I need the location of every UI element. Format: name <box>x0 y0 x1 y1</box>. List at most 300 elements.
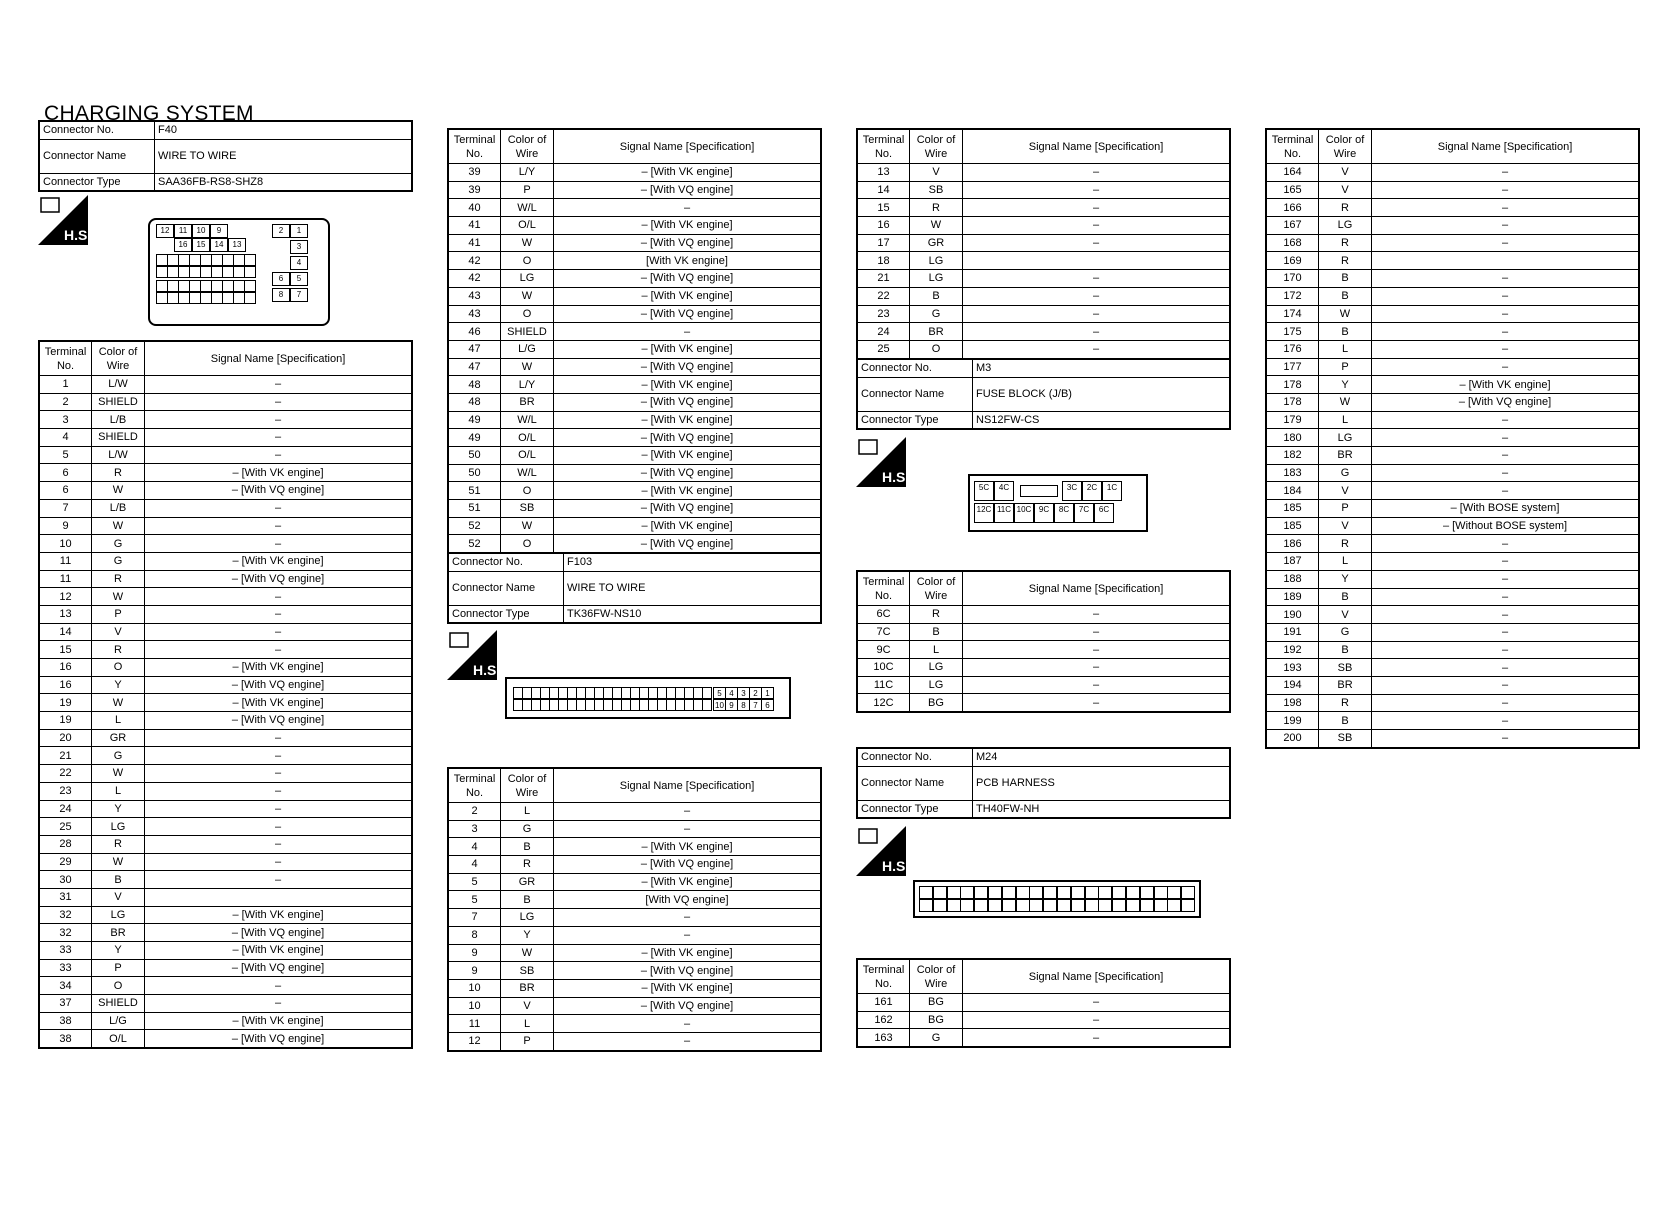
signal-cell: – <box>1372 570 1640 588</box>
pin-cell <box>1029 899 1043 912</box>
pin-table-m3 <box>856 570 1231 713</box>
terminal-cell: 183 <box>1266 464 1319 482</box>
wire-color-cell: R <box>1319 694 1372 712</box>
terminal-cell: 50 <box>448 464 501 482</box>
pin-table-m24-continued <box>1265 128 1640 749</box>
wire-color-cell: LG <box>92 906 145 924</box>
wire-color-cell: V <box>1319 517 1372 535</box>
table-row <box>39 570 412 588</box>
header-color: Color of Wire <box>910 959 963 994</box>
terminal-cell: 43 <box>448 305 501 323</box>
table-row <box>857 305 1230 323</box>
signal-cell: – <box>145 835 413 853</box>
header-signal: Signal Name [Specification] <box>963 959 1231 994</box>
wire-color-cell: L/W <box>92 376 145 394</box>
pin-cell <box>1029 886 1043 899</box>
header-color: Color of Wire <box>501 129 554 164</box>
table-row <box>39 942 412 960</box>
connector-no-label: Connector No. <box>857 359 973 377</box>
terminal-cell: 11 <box>39 570 92 588</box>
signal-cell: – [With VK engine] <box>554 482 822 500</box>
terminal-cell: 175 <box>1266 323 1319 341</box>
terminal-cell: 32 <box>39 924 92 942</box>
terminal-cell: 190 <box>1266 606 1319 624</box>
wire-color-cell: V <box>1319 181 1372 199</box>
terminal-cell: 17 <box>857 234 910 252</box>
pin-cell: 4C <box>994 481 1014 501</box>
wire-color-cell: R <box>1319 199 1372 217</box>
table-row <box>39 588 412 606</box>
wire-color-cell: BR <box>92 924 145 942</box>
terminal-cell: 46 <box>448 323 501 341</box>
pin-cell: 12C <box>974 503 994 523</box>
connector-name-value: PCB HARNESS <box>973 766 1231 800</box>
wire-color-cell: P <box>92 959 145 977</box>
terminal-cell: 3 <box>448 820 501 838</box>
table-row <box>1266 659 1639 677</box>
connector-info-f103 <box>447 552 822 624</box>
table-row <box>39 888 412 906</box>
wire-color-cell: B <box>92 871 145 889</box>
pin-cell <box>1002 886 1016 899</box>
table-row <box>39 747 412 765</box>
table-row <box>857 1011 1230 1029</box>
terminal-cell: 10C <box>857 659 910 677</box>
connector-type-value: SAA36FB-RS8-SHZ8 <box>155 173 413 191</box>
pin-cell <box>933 886 947 899</box>
wire-color-cell: L/Y <box>501 376 554 394</box>
signal-cell: – [With VQ engine] <box>554 429 822 447</box>
pin-cell: 7C <box>1074 503 1094 523</box>
terminal-cell: 43 <box>448 287 501 305</box>
table-row <box>39 605 412 623</box>
signal-cell: – <box>1372 623 1640 641</box>
pin-cell: 16 <box>174 238 192 252</box>
signal-cell: – <box>1372 694 1640 712</box>
signal-cell: [With VQ engine] <box>554 891 822 909</box>
pin-cell <box>1071 899 1085 912</box>
wire-color-cell: L <box>1319 411 1372 429</box>
terminal-cell: 19 <box>39 712 92 730</box>
connector-name-value: FUSE BLOCK (J/B) <box>973 377 1231 411</box>
wire-color-cell: LG <box>501 270 554 288</box>
pin-cell <box>1057 899 1071 912</box>
wire-color-cell: Y <box>1319 376 1372 394</box>
pin-cell <box>933 899 947 912</box>
table-row <box>1266 199 1639 217</box>
table-row <box>448 164 821 182</box>
pin-cell: 3 <box>737 687 750 699</box>
pin-cell: 13 <box>228 238 246 252</box>
table-row <box>448 411 821 429</box>
terminal-cell: 49 <box>448 411 501 429</box>
wire-color-cell: O/L <box>92 1030 145 1048</box>
wire-color-cell: GR <box>910 234 963 252</box>
terminal-cell: 186 <box>1266 535 1319 553</box>
terminal-cell: 185 <box>1266 517 1319 535</box>
signal-cell <box>963 252 1231 270</box>
pin-cell: 14 <box>210 238 228 252</box>
wire-color-cell: W <box>501 517 554 535</box>
connector-info-f103-wrap <box>447 552 822 624</box>
pin-cell <box>1167 886 1181 899</box>
signal-cell <box>145 888 413 906</box>
page-title: CHARGING SYSTEM <box>44 102 254 125</box>
table-row <box>857 641 1230 659</box>
wire-color-cell: G <box>92 552 145 570</box>
connector-info-m24-wrap <box>856 747 1231 819</box>
connector-name-label: Connector Name <box>857 377 973 411</box>
signal-cell: – <box>145 588 413 606</box>
table-row <box>39 482 412 500</box>
wire-color-cell: LG <box>1319 429 1372 447</box>
header-terminal: Terminal No. <box>857 129 910 164</box>
header-signal: Signal Name [Specification] <box>1372 129 1640 164</box>
pin-cell: 4 <box>725 687 738 699</box>
wire-color-cell: L/B <box>92 411 145 429</box>
signal-cell: – <box>554 820 822 838</box>
connector-type-label: Connector Type <box>857 411 973 429</box>
header-terminal: Terminal No. <box>448 129 501 164</box>
pin-cell <box>919 886 933 899</box>
pin-table-f40-wrap <box>38 340 413 1049</box>
connector-diagram-f40 <box>148 218 330 326</box>
terminal-cell: 21 <box>857 270 910 288</box>
pin-cell: 10C <box>1014 503 1034 523</box>
wire-color-cell: SHIELD <box>92 429 145 447</box>
terminal-cell: 12C <box>857 694 910 712</box>
signal-cell: – <box>145 765 413 783</box>
terminal-cell: 52 <box>448 517 501 535</box>
terminal-cell: 4 <box>39 429 92 447</box>
terminal-cell: 16 <box>39 659 92 677</box>
signal-cell: – <box>1372 305 1640 323</box>
pin-cell <box>1020 485 1058 497</box>
terminal-cell: 7 <box>448 909 501 927</box>
table-row <box>39 765 412 783</box>
table-row <box>857 323 1230 341</box>
signal-cell: – [With VQ engine] <box>145 570 413 588</box>
table-row <box>857 270 1230 288</box>
wire-color-cell: B <box>910 287 963 305</box>
pin-cell <box>1043 886 1057 899</box>
pin-cell: 12 <box>156 224 174 238</box>
wire-color-cell: G <box>910 305 963 323</box>
table-row <box>1266 234 1639 252</box>
wire-color-cell: Y <box>92 942 145 960</box>
harness-side-icon <box>447 630 501 680</box>
pin-cell <box>1016 886 1030 899</box>
wire-color-cell: SB <box>1319 730 1372 748</box>
wire-color-cell: GR <box>92 729 145 747</box>
table-row <box>448 500 821 518</box>
wire-color-cell: BR <box>501 979 554 997</box>
wire-color-cell: G <box>501 820 554 838</box>
hs-label: H.S. <box>882 469 910 485</box>
table-row <box>448 1015 821 1033</box>
wire-color-cell: LG <box>910 270 963 288</box>
header-signal: Signal Name [Specification] <box>145 341 413 376</box>
connector-diagram-m24 <box>913 880 1201 918</box>
table-row <box>39 535 412 553</box>
wire-color-cell: V <box>501 997 554 1015</box>
signal-cell: – [With VQ engine] <box>554 464 822 482</box>
table-row <box>448 340 821 358</box>
signal-cell: – [With VQ engine] <box>145 924 413 942</box>
signal-cell: – <box>145 853 413 871</box>
column-2 <box>447 128 822 554</box>
signal-cell: – <box>145 977 413 995</box>
signal-cell: – <box>1372 164 1640 182</box>
pin-cell <box>244 266 256 278</box>
table-row <box>857 606 1230 624</box>
terminal-cell: 185 <box>1266 500 1319 518</box>
signal-cell: – <box>145 517 413 535</box>
wire-color-cell: R <box>92 570 145 588</box>
signal-cell: – <box>145 995 413 1013</box>
terminal-cell: 6C <box>857 606 910 624</box>
terminal-cell: 170 <box>1266 270 1319 288</box>
signal-cell: – <box>1372 287 1640 305</box>
terminal-cell: 198 <box>1266 694 1319 712</box>
header-terminal: Terminal No. <box>1266 129 1319 164</box>
signal-cell: – [With VK engine] <box>554 376 822 394</box>
wire-color-cell: W <box>92 588 145 606</box>
connector-type-value: TH40FW-NH <box>973 800 1231 818</box>
wire-color-cell: V <box>910 164 963 182</box>
connector-no-label: Connector No. <box>39 121 155 139</box>
harness-side-icon <box>856 826 910 876</box>
wire-color-cell: P <box>1319 500 1372 518</box>
signal-cell: – [With VK engine] <box>145 464 413 482</box>
pin-cell <box>1071 886 1085 899</box>
connector-no-value: F40 <box>155 121 413 139</box>
signal-cell: – [With VK engine] <box>554 164 822 182</box>
wire-color-cell: B <box>1319 588 1372 606</box>
table-row <box>39 712 412 730</box>
table-row <box>448 305 821 323</box>
signal-cell: – [With VK engine] <box>145 659 413 677</box>
terminal-cell: 11 <box>448 1015 501 1033</box>
signal-cell: – <box>1372 447 1640 465</box>
signal-cell: – <box>554 926 822 944</box>
wire-color-cell: L <box>1319 340 1372 358</box>
connector-info-f40 <box>38 120 413 192</box>
table-row <box>448 891 821 909</box>
terminal-cell: 167 <box>1266 217 1319 235</box>
signal-cell: – [With VK engine] <box>554 287 822 305</box>
pin-cell <box>702 687 712 699</box>
wire-color-cell: O <box>92 977 145 995</box>
table-row <box>1266 252 1639 270</box>
table-row <box>448 482 821 500</box>
table-row <box>1266 429 1639 447</box>
signal-cell: – <box>145 800 413 818</box>
pin-cell: 3C <box>1062 481 1082 501</box>
pin-cell <box>974 886 988 899</box>
signal-cell: – <box>554 909 822 927</box>
table-row <box>39 641 412 659</box>
pin-cell: 10 <box>713 699 726 711</box>
wire-color-cell: B <box>1319 270 1372 288</box>
table-row <box>857 199 1230 217</box>
wire-color-cell: BR <box>501 393 554 411</box>
pin-cell: 6 <box>761 699 774 711</box>
connector-type-label: Connector Type <box>857 800 973 818</box>
signal-cell: – [With VQ engine] <box>145 1030 413 1048</box>
table-row <box>1266 447 1639 465</box>
table-row <box>857 217 1230 235</box>
terminal-cell: 29 <box>39 853 92 871</box>
header-signal: Signal Name [Specification] <box>554 768 822 803</box>
wire-color-cell: R <box>1319 234 1372 252</box>
signal-cell: – [With VQ engine] <box>145 712 413 730</box>
signal-cell: – <box>1372 217 1640 235</box>
terminal-cell: 41 <box>448 217 501 235</box>
table-row <box>39 871 412 889</box>
table-row <box>1266 676 1639 694</box>
signal-cell: – <box>1372 411 1640 429</box>
pin-cell <box>1112 886 1126 899</box>
table-row <box>1266 553 1639 571</box>
wire-color-cell: R <box>501 856 554 874</box>
signal-cell: – <box>963 305 1231 323</box>
wire-color-cell: L/B <box>92 499 145 517</box>
pin-cell <box>1098 899 1112 912</box>
terminal-cell: 9C <box>857 641 910 659</box>
wire-color-cell: W/L <box>501 199 554 217</box>
table-row <box>857 994 1230 1012</box>
signal-cell: – <box>963 181 1231 199</box>
terminal-cell: 6 <box>39 482 92 500</box>
wire-color-cell: W <box>92 482 145 500</box>
table-row <box>1266 287 1639 305</box>
terminal-cell: 165 <box>1266 181 1319 199</box>
wire-color-cell: W <box>92 517 145 535</box>
table-row <box>1266 305 1639 323</box>
signal-cell: – <box>963 164 1231 182</box>
table-row <box>39 729 412 747</box>
table-row <box>39 800 412 818</box>
header-terminal: Terminal No. <box>857 571 910 606</box>
terminal-cell: 16 <box>39 676 92 694</box>
pin-cell <box>988 886 1002 899</box>
wire-color-cell: Y <box>92 676 145 694</box>
pin-cell: 8C <box>1054 503 1074 523</box>
wire-color-cell: BR <box>1319 447 1372 465</box>
wire-color-cell: R <box>910 199 963 217</box>
terminal-cell: 28 <box>39 835 92 853</box>
pin-cell: 1 <box>290 224 308 238</box>
wire-color-cell: L <box>910 641 963 659</box>
signal-cell: – <box>145 499 413 517</box>
terminal-cell: 168 <box>1266 234 1319 252</box>
table-row <box>448 217 821 235</box>
connector-name-label: Connector Name <box>857 766 973 800</box>
terminal-cell: 24 <box>39 800 92 818</box>
signal-cell: – [With VK engine] <box>554 411 822 429</box>
signal-cell: – [With VK engine] <box>145 1012 413 1030</box>
signal-cell: – <box>145 446 413 464</box>
wire-color-cell: BG <box>910 1011 963 1029</box>
wire-color-cell: SB <box>501 962 554 980</box>
table-row <box>1266 606 1639 624</box>
wire-color-cell: R <box>1319 535 1372 553</box>
terminal-cell: 5 <box>448 891 501 909</box>
table-row <box>448 838 821 856</box>
signal-cell: – [With VK engine] <box>145 694 413 712</box>
terminal-cell: 10 <box>39 535 92 553</box>
connector-name-value: WIRE TO WIRE <box>155 139 413 173</box>
header-signal: Signal Name [Specification] <box>963 129 1231 164</box>
pin-cell: 9 <box>210 224 228 238</box>
terminal-cell: 188 <box>1266 570 1319 588</box>
terminal-cell: 174 <box>1266 305 1319 323</box>
table-row <box>448 1032 821 1050</box>
wire-color-cell: V <box>92 888 145 906</box>
pin-cell: 7 <box>290 288 308 302</box>
signal-cell: – <box>963 659 1231 677</box>
header-color: Color of Wire <box>501 768 554 803</box>
table-row <box>1266 411 1639 429</box>
table-row <box>39 959 412 977</box>
signal-cell: – [With VK engine] <box>554 340 822 358</box>
terminal-cell: 51 <box>448 500 501 518</box>
terminal-cell: 161 <box>857 994 910 1012</box>
pin-cell: 15 <box>192 238 210 252</box>
signal-cell: – [With VK engine] <box>1372 376 1640 394</box>
pin-cell <box>960 899 974 912</box>
wire-color-cell: L/Y <box>501 164 554 182</box>
wire-color-cell: LG <box>910 659 963 677</box>
pin-cell <box>947 886 961 899</box>
terminal-cell: 200 <box>1266 730 1319 748</box>
signal-cell: – [With VK engine] <box>554 517 822 535</box>
terminal-cell: 37 <box>39 995 92 1013</box>
signal-cell: – <box>145 818 413 836</box>
signal-cell: – <box>1372 535 1640 553</box>
table-row <box>39 782 412 800</box>
pin-cell <box>244 280 256 292</box>
table-row <box>448 393 821 411</box>
terminal-cell: 48 <box>448 393 501 411</box>
signal-cell: – <box>963 217 1231 235</box>
signal-cell: – <box>1372 464 1640 482</box>
pin-table-f103 <box>447 767 822 1052</box>
table-row <box>448 287 821 305</box>
table-row <box>857 181 1230 199</box>
wire-color-cell: W <box>92 765 145 783</box>
harness-side-icon <box>38 195 92 245</box>
wire-color-cell: SB <box>501 500 554 518</box>
signal-cell: – [With VQ engine] <box>554 500 822 518</box>
signal-cell: – <box>1372 606 1640 624</box>
signal-cell: – <box>145 747 413 765</box>
header-color: Color of Wire <box>1319 129 1372 164</box>
terminal-cell: 16 <box>857 217 910 235</box>
signal-cell: – <box>963 287 1231 305</box>
wire-color-cell: G <box>92 535 145 553</box>
table-row <box>39 835 412 853</box>
signal-cell: – <box>1372 676 1640 694</box>
wire-color-cell: SHIELD <box>92 995 145 1013</box>
column-4 <box>1265 128 1640 749</box>
pin-table-f40-continued <box>447 128 822 554</box>
connector-no-value: F103 <box>564 553 822 571</box>
signal-cell: – <box>145 376 413 394</box>
signal-cell: – <box>963 270 1231 288</box>
wire-color-cell: L/W <box>92 446 145 464</box>
